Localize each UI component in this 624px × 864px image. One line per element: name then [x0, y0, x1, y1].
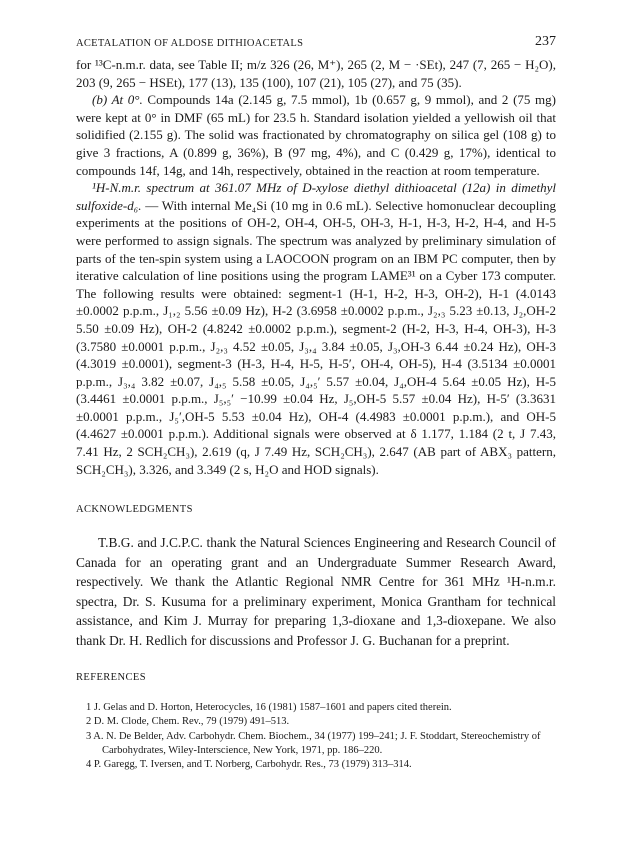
page	[76, 34, 556, 772]
running-title: ACETALATION OF ALDOSE DITHIOACETALS	[76, 38, 304, 49]
paragraph-mass-spec: for ¹³C-n.m.r. data, see Table II; m/z 326 (26, M⁺), 265 (2, M − ·SEt), 247 (7, 265 − H₂O), 203 (9, 265 − HSEt), 177 (13), 135 (100), 107 (21), 105 (27), and 75 (35).	[76, 57, 556, 90]
references-list	[76, 701, 556, 772]
page-number: 237	[535, 34, 556, 49]
running-header	[76, 34, 556, 56]
experiment-b-lead: (b) At 0°.	[92, 92, 143, 108]
acknowledgments-heading: ACKNOWLEDGMENTS	[76, 504, 193, 516]
reference-item: 3 A. N. De Belder, Adv. Carbohydr. Chem. Biochem., 34 (1977) 199–241; J. F. Stoddart, Stereochemistry of Carbohydrates, Wiley-Interscience, New York, 1971, pp. 186–220.	[86, 730, 541, 756]
reference-item: 2 D. M. Clode, Chem. Rev., 79 (1979) 491–513.	[86, 716, 290, 728]
nmr-text: — With internal Me₄Si (10 mg in 0.6 mL). Selective homonuclear decoupling experiments at the positions of OH-2, OH-4, OH-5, OH-3, H-1, H-3, H-2, H-4, and H-5 were performed to assign signals. The spectrum was analyzed by preliminary simulation of parts of the ten-spin system using a LAOCOON program on an IBM PC computer, then by iterative calculation of line positions using the program LAME³¹ on a Cyber 173 computer. The following results were obtained: segment-1 (H-1, H-2, H-3, OH-2), H-1 (4.0143 ±0.0002 p.p.m., J₁,₂ 5.56 ±0.09 Hz), H-2 (3.6958 ±0.0002 p.p.m., J₂,₃ 5.23 ±0.13, J₂,OH-2 5.50 ±0.09 Hz), OH-2 (4.8242 ±0.0002 p.p.m.), segment-2 (H-2, H-3, H-4, OH-3), H-3 (3.7580 ±0.0001 p.p.m., J₂,₃ 4.52 ±0.05, J₃,₄ 3.84 ±0.05, J₃,OH-3 6.44 ±0.24 Hz), OH-3 (4.3019 ±0.0001), segment-3 (H-3, H-4, H-5, H-5′, OH-4, OH-5), H-4 (3.5134 ±0.0001 p.p.m., J₃,₄ 3.82 ±0.07, J₄,₅ 5.58 ±0.05, J₄,₅′ 5.57 ±0.04, J₄,OH-4 5.64 ±0.05 Hz), H-5 (3.4461 ±0.0001 p.p.m., J₅,₅′ −10.99 ±0.04 Hz, J₅,OH-5 5.57 ±0.04 Hz), H-5′ (3.3631 ±0.0001 p.p.m., J₅′,OH-5 5.53 ±0.04 Hz), OH-4 (4.4983 ±0.0001 p.p.m.), and OH-5 (4.4627 ±0.0001 p.p.m.). Additional signals were observed at δ 1.177, 1.184 (2 t, J 7.43, 7.41 Hz, 2 SCH₂CH₃), 2.619 (q, J 7.49 Hz, SCH₂CH₃), 2.647 (AB part of ABX₃ pattern, SCH₂CH₃), 3.326, and 3.349 (2 s, H₂O and HOD signals).	[76, 197, 556, 477]
reference-item: 1 J. Gelas and D. Horton, Heterocycles, 16 (1981) 1587–1601 and papers cited therein.	[86, 702, 452, 714]
paragraph-nmr	[76, 179, 556, 478]
nmr-lead: ¹H-N.m.r. spectrum at 361.07 MHz of D-xylose diethyl dithioacetal (12a) in dimethyl sulfoxide-d₆.	[76, 180, 556, 213]
experiment-b-text: Compounds 14a (2.145 g, 7.5 mmol), 1b (0.657 g, 9 mmol), and 2 (75 mg) were kept at 0° in DMF (65 mL) for 23.5 h. Standard isolation yielded a yellowish oil that solidified (2.155 g). The solid was fractionated by chromatography on silica gel (108 g) to give 3 fractions, A (0.899 g, 36%), B (97 mg, 4%), and C (0.429 g, 17%), identical to compounds 14f, 14g, and 14h, respectively, obtained in the reaction at room temperature.	[76, 92, 556, 178]
paragraph-experiment-b	[76, 91, 556, 179]
references-heading: REFERENCES	[76, 672, 146, 684]
reference-item: 4 P. Garegg, T. Iversen, and T. Norberg, Carbohydr. Res., 73 (1979) 313–314.	[86, 759, 412, 771]
acknowledgments-text: T.B.G. and J.C.P.C. thank the Natural Sciences Engineering and Research Council of Canada for an operating grant and an Undergraduate Summer Research Award, respectively. We thank the Atlantic Regional NMR Centre for 361 MHz ¹H-n.m.r. spectra, Dr. S. Kusuma for a preliminary experiment, Monica Grantham for technical assistance, and Kim J. Murray for preparing 1,3-dioxane and 1,3-dioxepane. We also thank Dr. H. Redlich for discussions and Professor J. G. Buchanan for a preprint.	[76, 535, 556, 648]
